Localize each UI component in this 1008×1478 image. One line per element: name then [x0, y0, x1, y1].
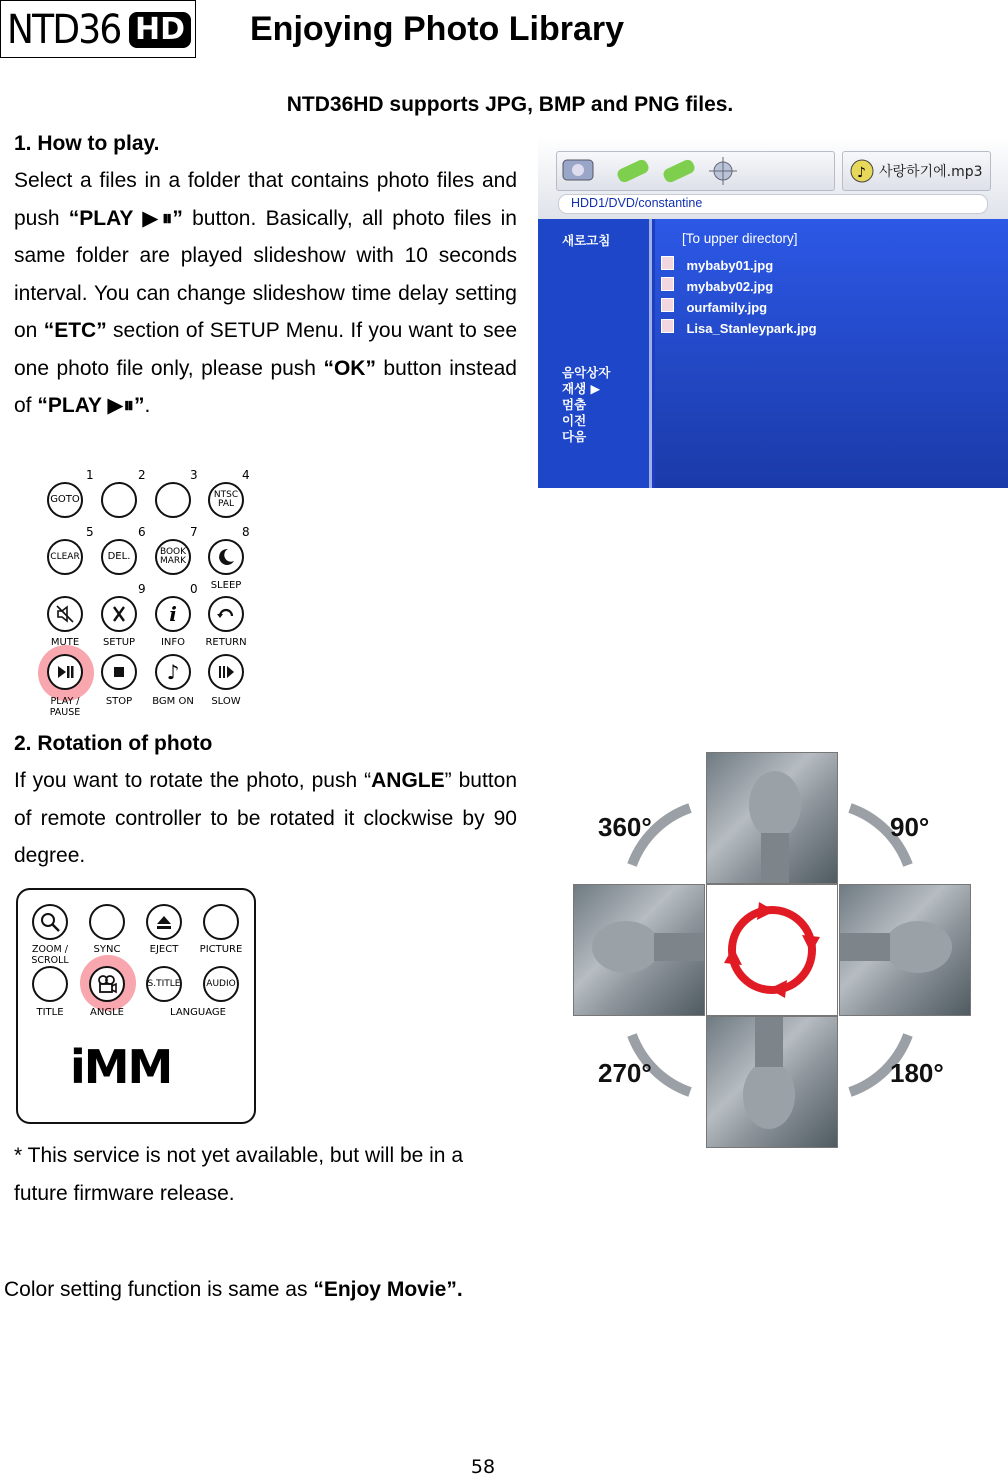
color-setting-note [4, 1278, 463, 1302]
device-icon-bar [556, 151, 835, 191]
angle-button [89, 966, 125, 1002]
text: ” button of remote controller to be rotated it clockwise by 90 degree. [14, 769, 517, 867]
key-number: 0 [190, 582, 198, 596]
section2-heading: 2. Rotation of photo [14, 732, 213, 755]
photo-90-degree [839, 884, 971, 1016]
refresh-label: 새로고침 [562, 233, 611, 248]
hdd-icon [563, 160, 593, 180]
photo-0-degree [706, 752, 838, 884]
logo-hd-badge: HD [129, 12, 191, 48]
language-label: LANGUAGE [170, 1007, 226, 1018]
bold-text: “PLAY ▶⏸” [37, 394, 145, 417]
key-number: 9 [138, 582, 146, 596]
bold-text: ANGLE [371, 769, 445, 792]
brand-logo: iMM [70, 1040, 172, 1094]
text: If you want to rotate the photo, push “ [14, 769, 372, 792]
delete-button: DEL. [101, 539, 137, 575]
return-icon [216, 604, 236, 624]
availability-note: * This service is not yet available, but will be in a future firmware release. [14, 1144, 463, 1205]
sync-button [89, 904, 125, 940]
mute-button [47, 596, 83, 632]
slow-button [208, 654, 244, 690]
mute-icon [55, 604, 75, 624]
key-number: 2 [138, 468, 146, 482]
side-menu-item: 음악상자 [562, 365, 611, 380]
remote-keypad [30, 466, 270, 722]
file-name: ourfamily.jpg [686, 300, 768, 315]
audio-button: AUDIO [203, 966, 239, 1002]
key-number: 5 [86, 525, 94, 539]
key-2-button [101, 482, 137, 518]
key-number: 7 [190, 525, 198, 539]
browser-toolbar [538, 137, 1008, 219]
mute-label: MUTE [50, 637, 80, 648]
degree-label: 180° [890, 1058, 944, 1088]
now-playing-title: 사랑하기에.mp3 [879, 164, 983, 180]
file-name: mybaby01.jpg [686, 258, 774, 273]
photo-browser-screenshot [538, 137, 1008, 488]
info-button [155, 596, 191, 632]
picture-button [203, 904, 239, 940]
title-label: TITLE [36, 1007, 64, 1018]
network-icon [709, 157, 737, 185]
title-button [32, 966, 68, 1002]
page-number: 58 [470, 1456, 496, 1478]
sleep-label: SLEEP [210, 580, 242, 591]
eject-icon [154, 912, 174, 932]
text: Color setting function is same as [4, 1278, 314, 1301]
usb-icon-2 [662, 158, 697, 184]
sleep-button [208, 539, 244, 575]
key-number: 6 [138, 525, 146, 539]
svg-text:♪: ♪ [857, 165, 866, 181]
eject-button [146, 904, 182, 940]
slow-label: SLOW [211, 696, 241, 707]
image-file-icon [661, 319, 674, 333]
text: Select a files in a folder that contains photo files and push [14, 169, 517, 230]
rotate-clockwise-icon [707, 885, 837, 1015]
side-menu-item: 다음 [562, 429, 587, 444]
stop-icon [109, 662, 129, 682]
text: section of SETUP Menu. If you want to see one photo file only, please push [14, 319, 517, 380]
file-item [661, 298, 767, 317]
key-number: 1 [86, 468, 94, 482]
moon-icon [216, 547, 236, 567]
setup-icon [109, 604, 129, 624]
photo-270-degree [573, 884, 705, 1016]
file-list [655, 219, 1008, 488]
key-3-button [155, 482, 191, 518]
section1-paragraph [14, 162, 517, 425]
remote-angle-panel [16, 888, 256, 1124]
info-icon: i [169, 602, 177, 626]
side-menu-item: 이전 [562, 413, 587, 428]
path-bar [558, 194, 988, 214]
page-title: Enjoying Photo Library [250, 10, 625, 48]
subtitle-button: S.TITLE [146, 966, 182, 1002]
text: button instead of [14, 356, 517, 417]
music-note-icon: ♪ [166, 660, 180, 684]
clear-button: CLEAR [47, 539, 83, 575]
return-button [208, 596, 244, 632]
file-item [661, 319, 817, 338]
setup-button [101, 596, 137, 632]
side-menu-item: 재생 ▶ [562, 381, 601, 396]
bgm-on-button [155, 654, 191, 690]
usb-icon [616, 158, 651, 184]
image-file-icon [661, 298, 674, 312]
key-number: 4 [242, 468, 250, 482]
eject-label: EJECT [149, 944, 179, 955]
file-name: mybaby02.jpg [686, 279, 774, 294]
file-name: Lisa_Stanleypark.jpg [686, 321, 817, 336]
file-item [661, 277, 773, 296]
degree-label: 270° [598, 1058, 652, 1088]
stop-button [101, 654, 137, 690]
image-file-icon [661, 277, 674, 291]
bold-text: “PLAY ▶⏸” [68, 206, 183, 230]
zoom-scroll-label: ZOOM / SCROLL [31, 944, 69, 966]
bold-text: “Enjoy Movie”. [313, 1278, 463, 1301]
logo [0, 0, 196, 58]
ntsc-pal-button: NTSC PAL [208, 482, 244, 518]
zoom-scroll-button [32, 904, 68, 940]
section1-heading: 1. How to play. [14, 132, 160, 155]
key-number: 8 [242, 525, 250, 539]
bgm-on-label: BGM ON [152, 696, 194, 707]
rotate-center [706, 884, 838, 1016]
play-pause-button [47, 654, 83, 690]
setup-label: SETUP [102, 637, 136, 648]
slow-icon [216, 662, 236, 682]
upper-directory-item: [To upper directory] [682, 231, 798, 246]
side-menu-item: 멈춤 [562, 397, 587, 412]
section2-paragraph [14, 762, 517, 875]
file-item [661, 256, 773, 275]
subtitle: NTD36HD supports JPG, BMP and PNG files. [286, 93, 734, 116]
angle-label: ANGLE [90, 1007, 124, 1018]
camera-icon [96, 973, 118, 995]
sync-label: SYNC [93, 944, 121, 955]
key-number: 3 [190, 468, 198, 482]
image-file-icon [661, 256, 674, 270]
degree-label: 360° [598, 812, 652, 842]
photo-180-degree [706, 1016, 838, 1148]
info-label: INFO [160, 637, 186, 648]
picture-label: PICTURE [199, 944, 243, 955]
degree-label: 90° [890, 812, 930, 842]
side-menu [538, 219, 652, 488]
play-pause-label: PLAY / PAUSE [49, 696, 81, 718]
path-text: HDD1/DVD/constantine [571, 196, 703, 210]
bold-text: “OK” [323, 356, 376, 380]
goto-button: GOTO [47, 482, 83, 518]
rotation-diagram [560, 750, 980, 1150]
now-playing-bar [842, 151, 991, 191]
logo-text: NTD36 [7, 7, 121, 53]
magnifier-icon [39, 911, 61, 933]
stop-label: STOP [105, 696, 133, 707]
play-pause-icon [55, 662, 75, 682]
music-icon [849, 158, 875, 184]
bold-text: “ETC” [43, 319, 107, 342]
device-icons [557, 152, 834, 190]
text: . [144, 394, 151, 417]
return-label: RETURN [205, 637, 247, 648]
text: button. Basically, all photo files in same folder are played slideshow with 10 seconds interval. You can change slideshow time delay setting on [14, 206, 517, 342]
bookmark-button: BOOK MARK [155, 539, 191, 575]
